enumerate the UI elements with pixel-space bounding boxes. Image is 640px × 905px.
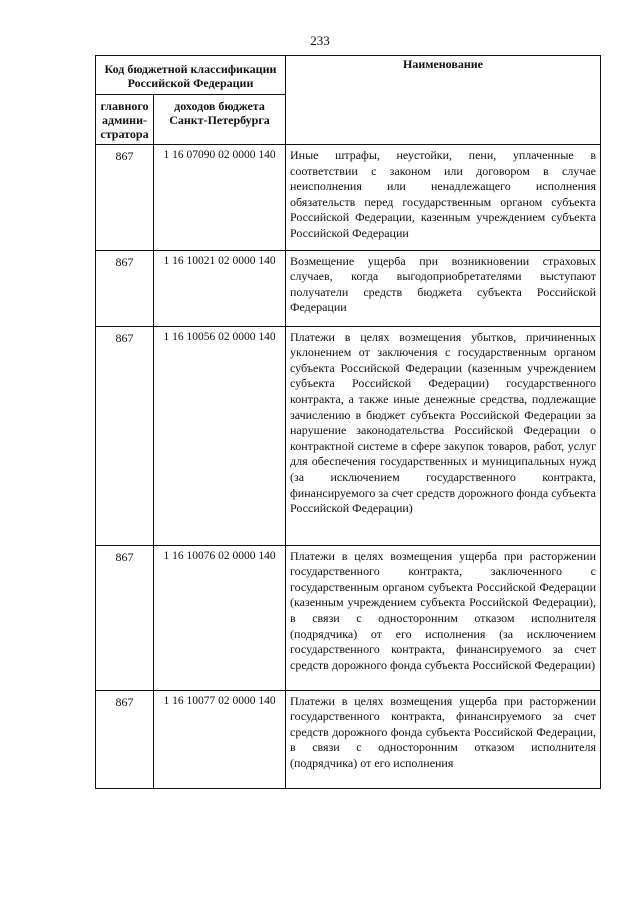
budget-classification-table <box>95 55 601 789</box>
name-cell: Платежи в целях возмещения ущерба при расторжении государственного контракта, заключенного с государственным органом субъекта Российской Федерации (казенным учреждением субъекта Российской Федерации), в связи с односторонним отказом исполнителя (подрядчика) от его исполнения (за исключением государственного контракта, финансируемого за счет средств дорожного фонда субъекта Российской Федерации) <box>286 545 601 690</box>
table-row <box>96 690 601 788</box>
admin-code-cell: 867 <box>96 145 154 251</box>
admin-code-cell: 867 <box>96 690 154 788</box>
admin-code-cell: 867 <box>96 545 154 690</box>
admin-code-cell: 867 <box>96 326 154 545</box>
header-name: Наименование <box>286 56 601 145</box>
name-cell: Платежи в целях возмещения ущерба при расторжении государственного контракта, финансируемого за счет средств дорожного фонда субъекта Российской Федерации, в связи с односторонним отказом исполнителя (подрядчика) от его исполнения <box>286 690 601 788</box>
income-code-cell: 1 16 10076 02 0000 140 <box>154 545 286 690</box>
name-cell: Возмещение ущерба при возникновении страховых случаев, когда выгодоприобретателями выступают получатели средств бюджета субъекта Российской Федерации <box>286 250 601 326</box>
header-budget-code-group: Код бюджетной классификации Российской Федерации <box>96 56 286 95</box>
income-code-cell: 1 16 10077 02 0000 140 <box>154 690 286 788</box>
table-row <box>96 326 601 545</box>
page-number: 233 <box>310 33 330 48</box>
table-row <box>96 250 601 326</box>
income-code-cell: 1 16 10056 02 0000 140 <box>154 326 286 545</box>
income-code-cell: 1 16 07090 02 0000 140 <box>154 145 286 251</box>
name-cell: Платежи в целях возмещения убытков, причиненных уклонением от заключения с государственным органом субъекта Российской Федерации (казенным учреждением субъекта Российской Федерации) государственного контракта, а также иные денежные средства, подлежащие зачислению в бюджет субъекта Российской Федерации за нарушение законодательства Российской Федерации о контрактной системе в сфере закупок товаров, работ, услуг для обеспечения государственных и муниципальных нужд (за исключением государственного контракта, финансируемого за счет средств дорожного фонда субъекта Российской Федерации) <box>286 326 601 545</box>
table-row <box>96 545 601 690</box>
name-cell: Иные штрафы, неустойки, пени, уплаченные в соответствии с законом или договором в случае неисполнения или ненадлежащего исполнения обязательств перед государственным органом субъекта Российской Федерации, казенным учреждением субъекта Российской Федерации <box>286 145 601 251</box>
header-admin: главного админи-стратора <box>96 95 154 145</box>
header-income-code: доходов бюджета Санкт-Петербурга <box>154 95 286 145</box>
income-code-cell: 1 16 10021 02 0000 140 <box>154 250 286 326</box>
table-row <box>96 145 601 251</box>
header-row-group <box>96 56 601 95</box>
admin-code-cell: 867 <box>96 250 154 326</box>
